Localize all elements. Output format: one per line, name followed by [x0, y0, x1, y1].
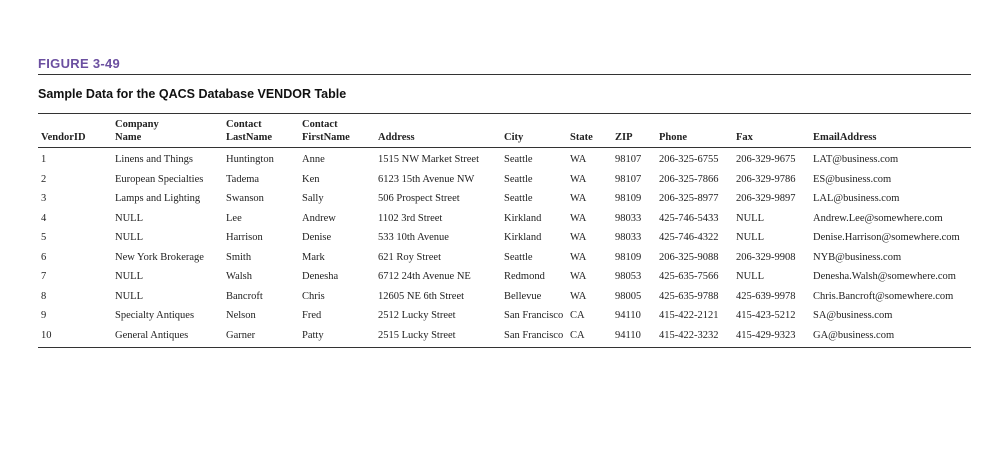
table-cell: Seattle [504, 154, 533, 165]
table-cell: 206-325-9088 [659, 251, 719, 263]
column-header [112, 114, 223, 148]
column-header-text: Company [115, 119, 159, 130]
table-cell: Nelson [226, 310, 256, 321]
table-cell: CA [570, 310, 585, 321]
table-cell: 98107 [615, 173, 642, 185]
table-cell: SA@business.com [813, 310, 893, 321]
column-header [501, 114, 567, 148]
table-cell: Harrison [226, 232, 263, 243]
figure-label: FIGURE 3-49 [38, 56, 121, 71]
table-cell: NULL [115, 212, 143, 224]
table-cell: 94110 [615, 310, 641, 321]
table-cell: Garner [226, 329, 256, 341]
table-row [38, 189, 971, 209]
table-cell: 9 [41, 310, 47, 321]
table-cell: WA [570, 193, 587, 204]
table-cell: Mark [302, 251, 325, 263]
table-cell: WA [570, 173, 587, 185]
table-cell: 206-329-9786 [736, 173, 796, 185]
table-header [38, 114, 971, 148]
table-cell: Linens and Things [115, 154, 193, 165]
table-cell: 425-639-9978 [736, 290, 796, 302]
table-cell: WA [570, 154, 587, 165]
column-header-text: Address [378, 132, 415, 143]
table-cell: Andrew.Lee@somewhere.com [813, 212, 943, 224]
table-cell: 98005 [615, 290, 642, 302]
column-header [567, 114, 612, 148]
column-header [656, 114, 733, 148]
table-cell: 4 [41, 212, 47, 224]
table-cell: LAT@business.com [813, 154, 899, 165]
table-cell: 621 Roy Street [378, 251, 441, 263]
table-cell: 98109 [615, 251, 642, 263]
column-header-text: Contact [226, 119, 262, 130]
table-cell: 6 [41, 251, 47, 263]
table-cell: NYB@business.com [813, 251, 902, 263]
header-row [38, 114, 971, 148]
table-cell: 98033 [615, 232, 642, 243]
table-body [38, 148, 971, 348]
table-cell: Smith [226, 251, 252, 263]
table-cell: 98109 [615, 193, 642, 204]
column-header [733, 114, 810, 148]
table-row [38, 287, 971, 307]
table-cell: CA [570, 329, 585, 341]
table-cell: Chris.Bancroft@somewhere.com [813, 290, 954, 302]
table-cell: Lee [226, 212, 242, 224]
column-header-text: State [570, 132, 593, 143]
column-header [299, 114, 375, 148]
column-header [38, 114, 112, 148]
table-cell: 206-329-9675 [736, 154, 796, 165]
column-header-text: City [504, 132, 524, 143]
column-header-text: LastName [226, 132, 273, 143]
table-cell: 8 [41, 290, 47, 302]
table-cell: Andrew [302, 212, 336, 224]
column-header-text: Fax [736, 132, 753, 143]
table-cell: 94110 [615, 329, 641, 341]
table-cell: Anne [302, 154, 325, 165]
table-cell: 98053 [615, 271, 642, 282]
table-cell: 506 Prospect Street [378, 193, 460, 204]
table-cell: Patty [302, 329, 324, 341]
vendor-table-container [38, 113, 971, 348]
table-cell: Tadema [226, 173, 260, 185]
table-row [38, 267, 971, 287]
table-cell: 98033 [615, 212, 642, 224]
table-cell: Seattle [504, 193, 533, 204]
table-cell: Seattle [504, 173, 533, 185]
table-cell: San Francisco [504, 310, 564, 321]
table-cell: WA [570, 212, 587, 224]
table-cell: 5 [41, 232, 47, 243]
column-header-text: Phone [659, 132, 688, 143]
table-cell: 6712 24th Avenue NE [378, 271, 471, 282]
table-cell: Swanson [226, 193, 264, 204]
table-cell: 7 [41, 271, 47, 282]
table-cell: 2 [41, 173, 47, 185]
table-cell: Huntington [226, 154, 274, 165]
table-cell: Fred [302, 310, 322, 321]
table-cell: 3 [41, 193, 47, 204]
table-cell: Chris [302, 290, 325, 302]
table-cell: WA [570, 290, 587, 302]
table-cell: Sally [302, 193, 324, 204]
table-row [38, 170, 971, 190]
table-cell: Walsh [226, 271, 252, 282]
table-cell: General Antiques [115, 329, 189, 341]
table-cell: Denise.Harrison@somewhere.com [813, 232, 960, 243]
table-cell: Denesha [302, 271, 339, 282]
table-cell: 206-325-7866 [659, 173, 719, 185]
table-cell: NULL [115, 290, 143, 302]
table-cell: 206-325-6755 [659, 154, 719, 165]
table-cell: 533 10th Avenue [378, 232, 449, 243]
table-cell: Bancroft [226, 290, 263, 302]
column-header [375, 114, 501, 148]
table-cell: San Francisco [504, 329, 564, 341]
table-cell: 415-422-2121 [659, 310, 719, 321]
column-header-text: Name [115, 132, 142, 143]
table-caption: Sample Data for the QACS Database VENDOR Table [38, 87, 347, 101]
table-row [38, 228, 971, 248]
table-cell: 415-423-5212 [736, 310, 796, 321]
column-header [810, 114, 971, 148]
table-cell: 10 [41, 329, 52, 341]
table-cell: 425-746-4322 [659, 232, 719, 243]
table-cell: 425-746-5433 [659, 212, 719, 224]
table-cell: 415-422-3232 [659, 329, 719, 341]
table-row [38, 306, 971, 326]
table-cell: European Specialties [115, 173, 204, 185]
table-row [38, 209, 971, 229]
table-cell: Bellevue [504, 290, 542, 302]
table-cell: 425-635-9788 [659, 290, 719, 302]
table-cell: GA@business.com [813, 329, 895, 341]
table-cell: 206-329-9897 [736, 193, 796, 204]
table-cell: NULL [736, 212, 764, 224]
vendor-table [38, 114, 971, 347]
table-cell: NULL [736, 232, 764, 243]
column-header [223, 114, 299, 148]
table-cell: Denesha.Walsh@somewhere.com [813, 271, 956, 282]
table-cell: 98107 [615, 154, 642, 165]
table-cell: Redmond [504, 271, 545, 282]
table-cell: New York Brokerage [115, 251, 204, 263]
column-header-text: VendorID [41, 132, 86, 143]
table-cell: 2512 Lucky Street [378, 310, 456, 321]
table-cell: NULL [115, 232, 143, 243]
column-header-text: Contact [302, 119, 338, 130]
column-header-text: ZIP [615, 132, 633, 143]
figure-top-rule [38, 74, 971, 75]
table-row [38, 326, 971, 348]
table-cell: 6123 15th Avenue NW [378, 173, 475, 185]
table-cell: 206-329-9908 [736, 251, 796, 263]
table-cell: Lamps and Lighting [115, 193, 201, 204]
table-cell: Specialty Antiques [115, 310, 195, 321]
table-cell: 425-635-7566 [659, 271, 719, 282]
table-cell: Kirkland [504, 212, 542, 224]
table-cell: 12605 NE 6th Street [378, 290, 465, 302]
table-cell: 1102 3rd Street [378, 212, 443, 224]
table-cell: WA [570, 271, 587, 282]
table-cell: NULL [736, 271, 764, 282]
table-cell: 1515 NW Market Street [378, 154, 479, 165]
table-cell: 1 [41, 154, 47, 165]
table-cell: ES@business.com [813, 173, 892, 185]
table-row [38, 148, 971, 170]
column-header-text: FirstName [302, 132, 350, 143]
column-header [612, 114, 656, 148]
table-cell: Ken [302, 173, 320, 185]
table-cell: LAL@business.com [813, 193, 900, 204]
table-cell: Seattle [504, 251, 533, 263]
table-cell: WA [570, 232, 587, 243]
table-cell: Kirkland [504, 232, 542, 243]
table-cell: NULL [115, 271, 143, 282]
column-header-text: EmailAddress [813, 132, 877, 143]
table-cell: 206-325-8977 [659, 193, 719, 204]
table-cell: WA [570, 251, 587, 263]
table-row [38, 248, 971, 268]
table-cell: Denise [302, 232, 332, 243]
table-cell: 2515 Lucky Street [378, 329, 456, 341]
table-cell: 415-429-9323 [736, 329, 796, 341]
